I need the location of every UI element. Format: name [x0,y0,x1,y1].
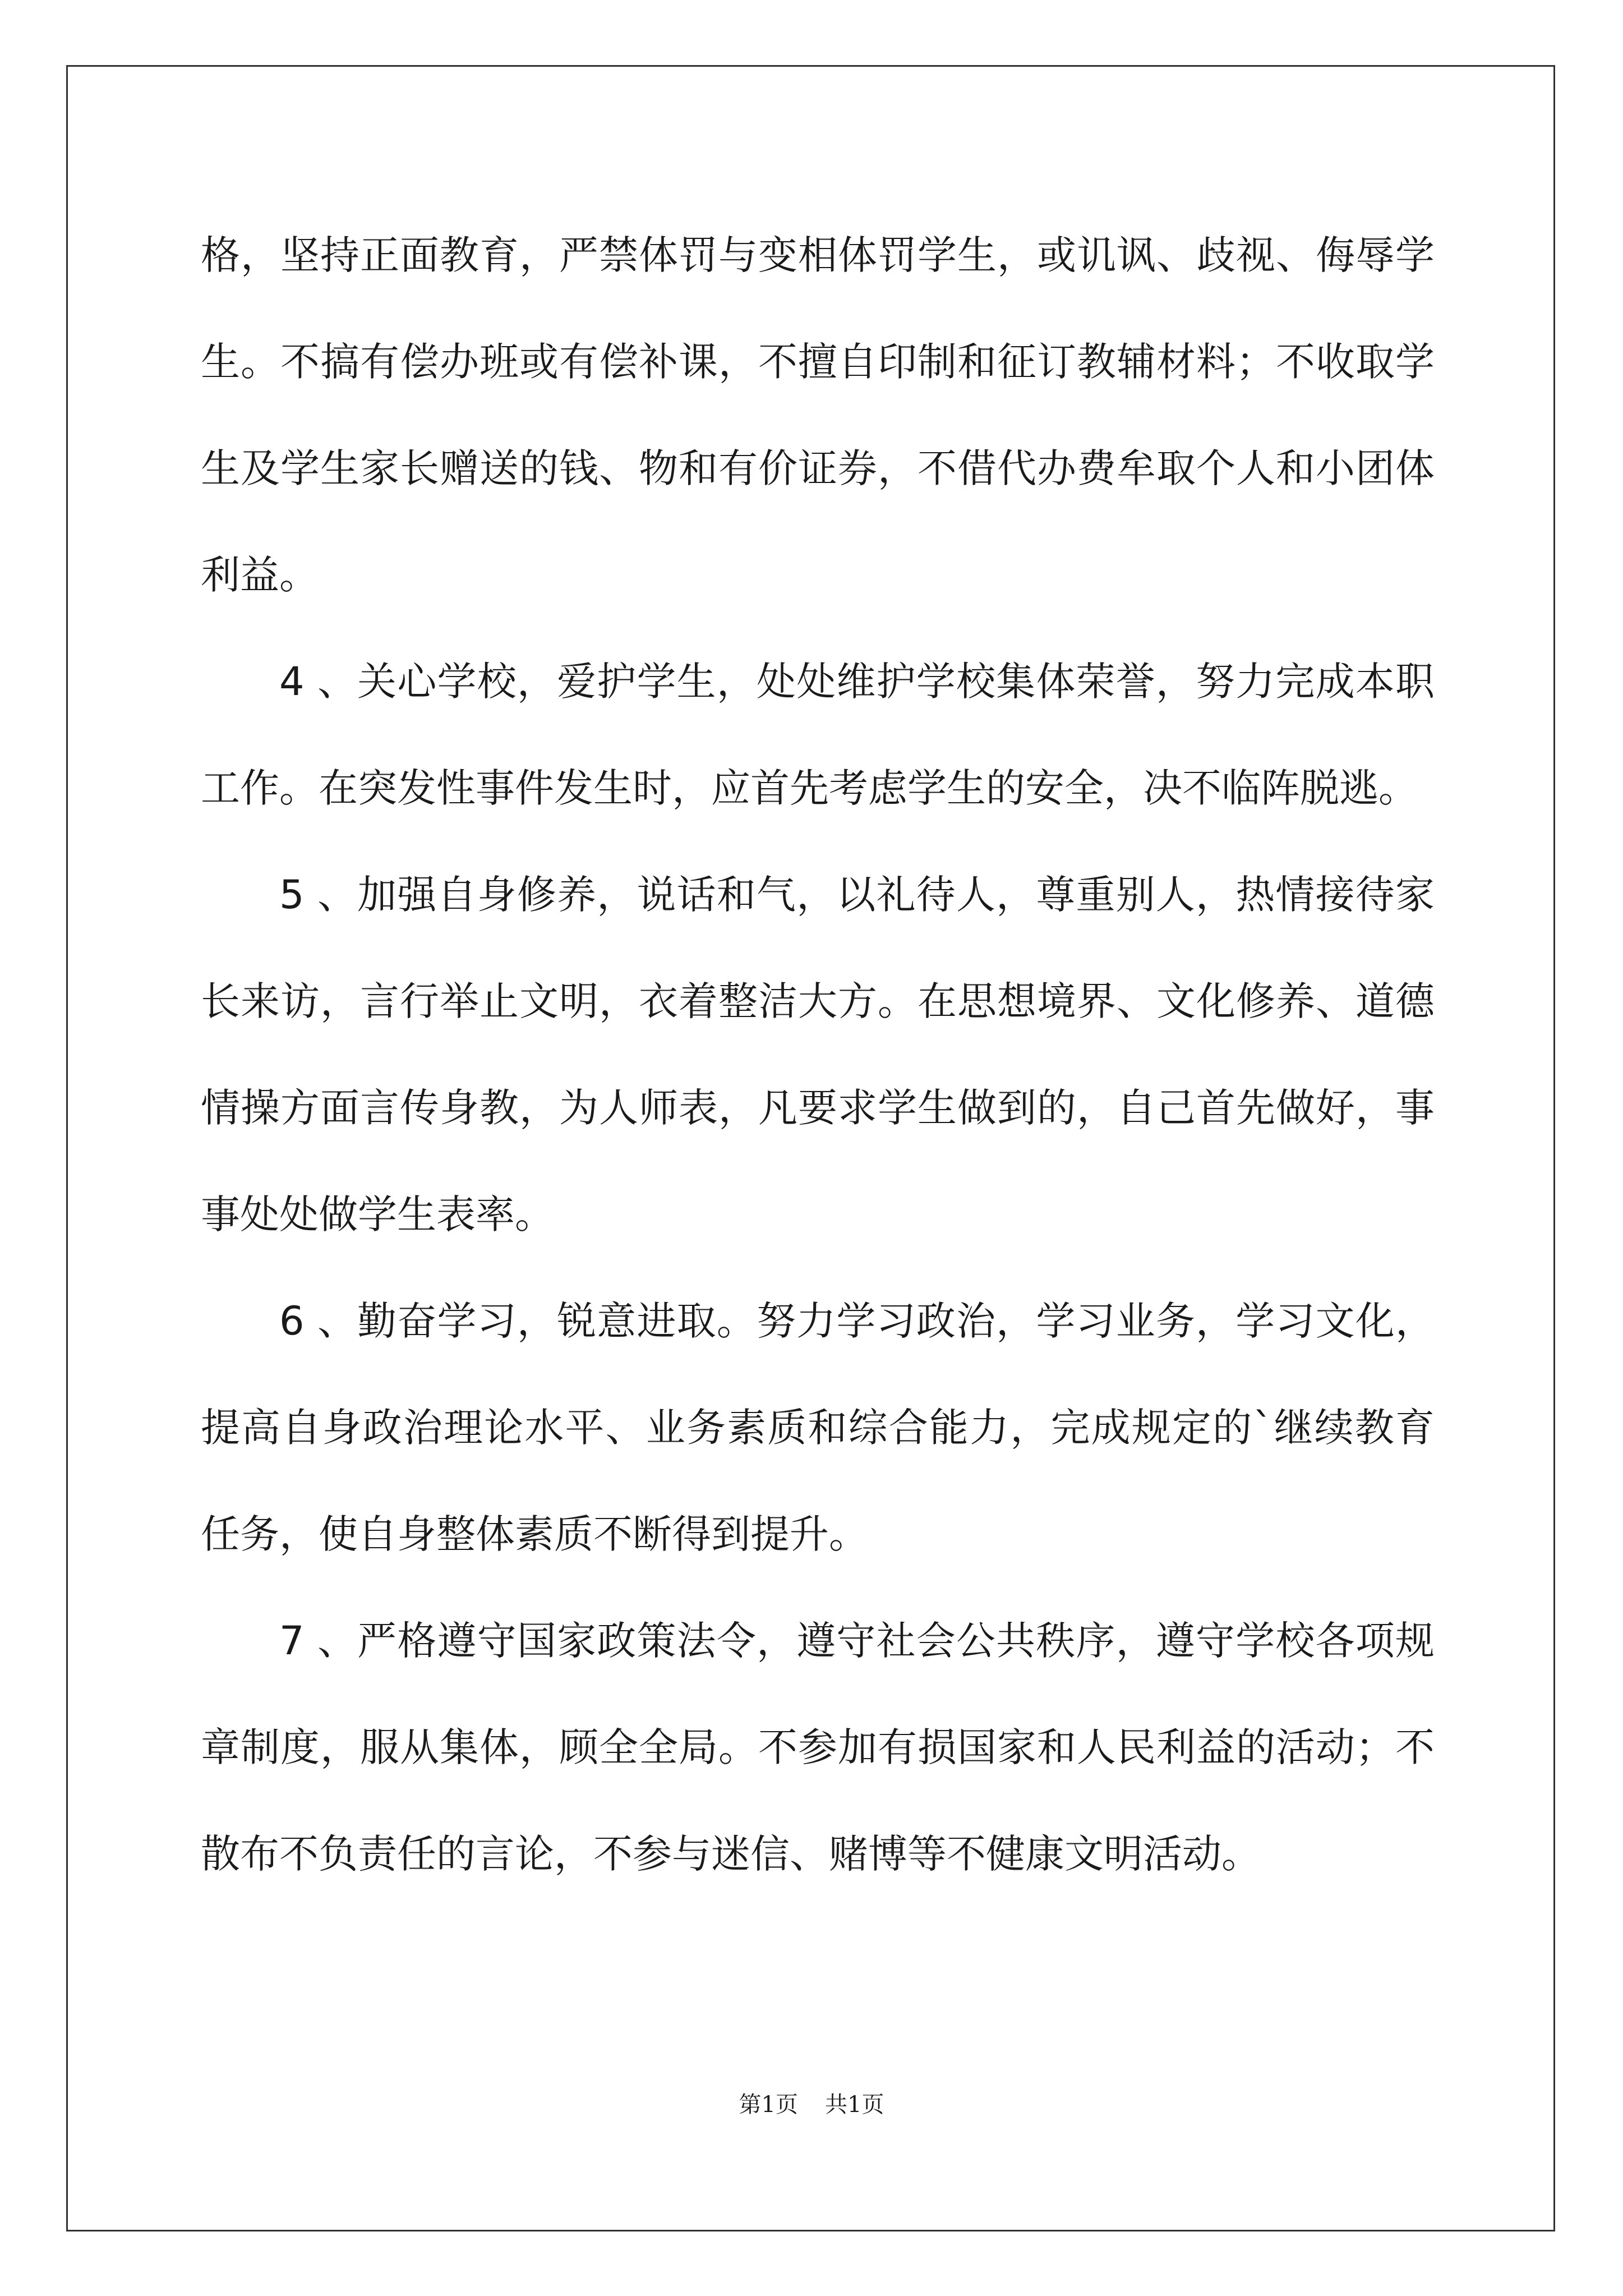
paragraph-item-6: 6 、勤奋学习，锐意进取。努力学习政治，学习业务，学习文化，提高自身政治理论水平、业务素质和综合能力，完成规定的`继续教育任务，使自身整体素质不断得到提升。 [201,1298,1435,1557]
paragraph-item-4: 4 、关心学校，爱护学生，处处维护学校集体荣誉，努力完成本职工作。在突发性事件发生时，应首先考虑学生的安全，决不临阵脱逃。 [201,659,1435,811]
page-number: 第1页 [739,2092,798,2118]
paragraph-continuation: 格，坚持正面教育，严禁体罚与变相体罚学生，或讥讽、歧视、侮辱学生。不搞有偿办班或有偿补课，不擅自印制和征订教辅材料；不收取学生及学生家长赠送的钱、物和有价证券，不借代办费牟取个人和小团体利益。 [201,232,1435,598]
document-body [201,202,1435,1907]
paragraph-item-5: 5 、加强自身修养，说话和气，以礼待人，尊重别人，热情接待家长来访，言行举止文明，衣着整洁大方。在思想境界、文化修养、道德情操方面言传身教，为人师表，凡要求学生做到的，自己首先做好，事事处处做学生表率。 [201,872,1435,1237]
page-total: 共1页 [825,2092,884,2118]
paragraph-item-7: 7 、严格遵守国家政策法令，遵守社会公共秩序，遵守学校各项规章制度，服从集体，顾全全局。不参加有损国家和人民利益的活动；不散布不负责任的言论，不参与迷信、赌博等不健康文明活动。 [201,1618,1435,1877]
page-footer [0,2087,1623,2119]
